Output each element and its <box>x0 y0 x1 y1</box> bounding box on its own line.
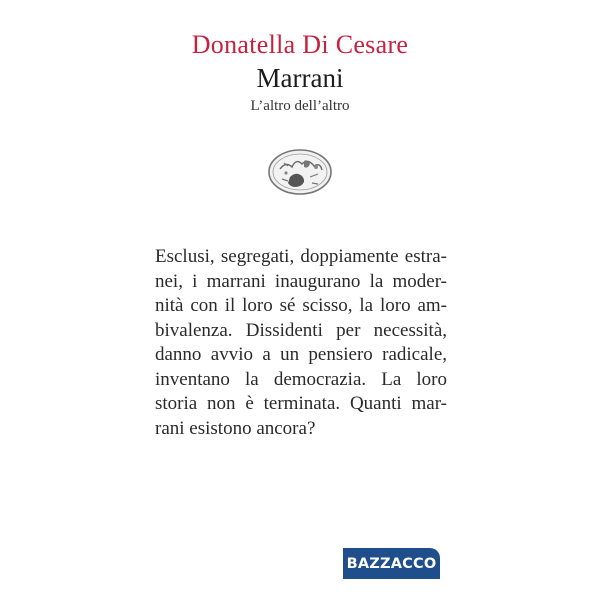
blurb-line: nità con il loro sé scisso, la loro am- <box>155 295 447 316</box>
blurb-line: inventano la democrazia. La loro <box>155 368 447 390</box>
blurb-line: nei, i marrani inaugurano la moder- <box>155 270 447 292</box>
blurb-line: rani esistono ancora? <box>155 417 316 439</box>
publisher-emblem-icon <box>266 147 334 197</box>
blurb-line: danno avvio a un pensiero radicale, <box>155 344 447 365</box>
blurb-line: storia non è terminata. Quanti mar- <box>155 393 447 414</box>
bookstore-badge <box>343 548 440 579</box>
blurb-line: bivalenza. Dissidenti per necessità, <box>155 319 447 341</box>
book-title: Marrani <box>256 63 344 93</box>
book-author: Donatella Di Cesare <box>191 30 409 59</box>
book-blurb <box>155 245 447 441</box>
book-subtitle: L’altro dell’altro <box>250 98 350 114</box>
bookstore-badge-label: BAZZACCO <box>346 555 437 572</box>
blurb-line: Esclusi, segregati, doppiamente estra- <box>155 246 447 267</box>
